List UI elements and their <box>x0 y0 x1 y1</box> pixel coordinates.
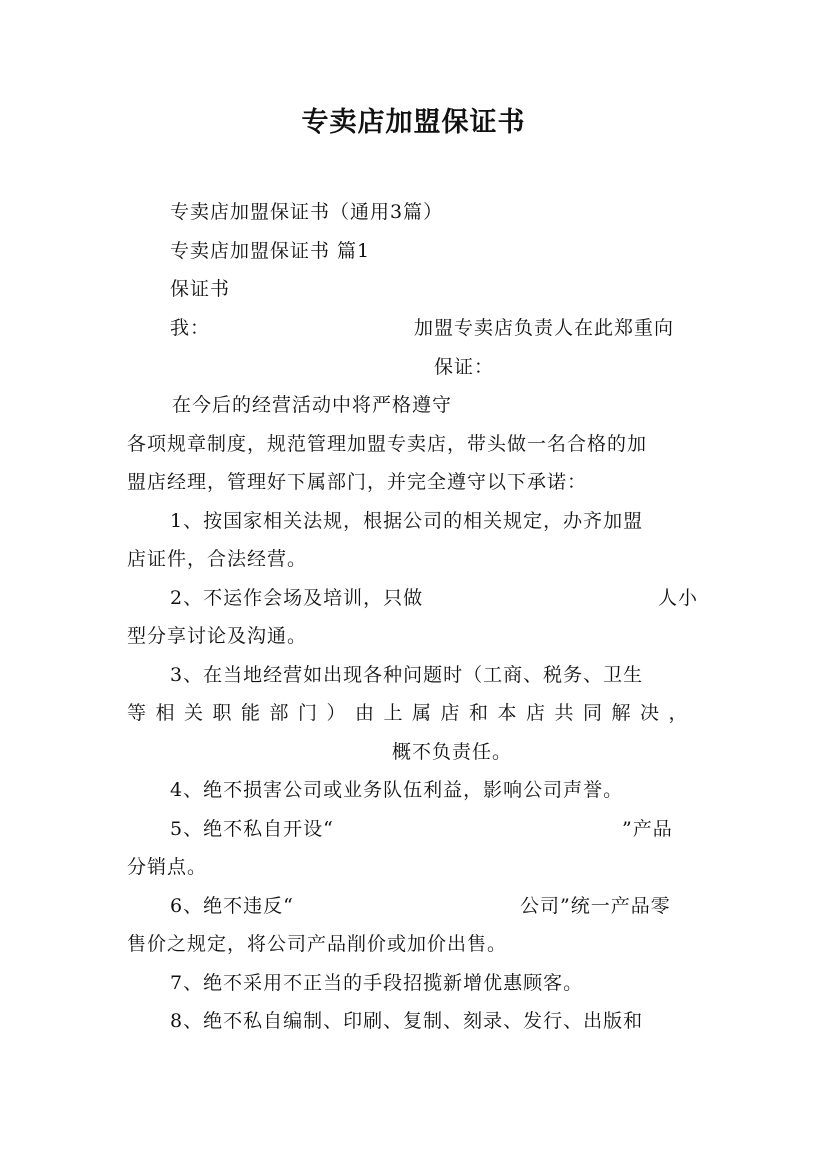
item6-line-b: 售价之规定，将公司产品削价或加价出售。 <box>127 933 508 955</box>
item3-line-c: 概不负责任。 <box>392 741 513 763</box>
item3-line-a: 3、在当地经营如出现各种问题时（工商、税务、卫生 <box>170 664 644 686</box>
item5-line-a: 5、绝不私自开设“ <box>170 818 334 840</box>
intro-line-1: 在今后的经营活动中将严格遵守 <box>172 394 453 416</box>
item5-line-b: 分销点。 <box>127 856 208 878</box>
item2-line-a: 2、不运作会场及培训，只做 <box>170 587 424 609</box>
intro-line-3: 盟店经理，管理好下属部门，并完全遵守以下承诺： <box>127 471 588 493</box>
item7-line: 7、绝不采用不正当的手段招揽新增优惠顾客。 <box>170 972 584 994</box>
item3-line-b: 等相关职能部门）由上属店和本店共同解决， <box>127 702 698 724</box>
item2-line-a-tail: 人小 <box>658 587 699 609</box>
item6-line-a: 6、绝不违反“ <box>170 895 294 917</box>
item1-line-b: 店证件，合法经营。 <box>127 548 308 570</box>
item4-line: 4、绝不损害公司或业务队伍利益，影响公司声誉。 <box>170 779 624 801</box>
item5-line-a-tail: ”产品 <box>622 818 673 840</box>
baozheng-label: 保证： <box>434 356 495 378</box>
document-title: 专卖店加盟保证书 <box>301 107 526 138</box>
wo-label: 我： <box>170 317 211 339</box>
section-heading: 专卖店加盟保证书 篇1 <box>170 240 371 262</box>
item6-line-a-tail: 公司”统一产品零 <box>520 895 671 917</box>
item8-line-a: 8、绝不私自编制、印刷、复制、刻录、发行、出版和 <box>170 1010 644 1032</box>
intro-line-2: 各项规章制度，规范管理加盟专卖店，带头做一名合格的加 <box>127 433 648 455</box>
item1-line-a: 1、按国家相关法规，根据公司的相关规定，办齐加盟 <box>170 510 644 532</box>
wo-line-tail: 加盟专卖店负责人在此郑重向 <box>414 317 675 339</box>
subtitle-line: 专卖店加盟保证书（通用3篇） <box>170 201 444 223</box>
heading-baozhengshu: 保证书 <box>170 278 231 300</box>
item2-line-b: 型分享讨论及沟通。 <box>127 625 308 647</box>
